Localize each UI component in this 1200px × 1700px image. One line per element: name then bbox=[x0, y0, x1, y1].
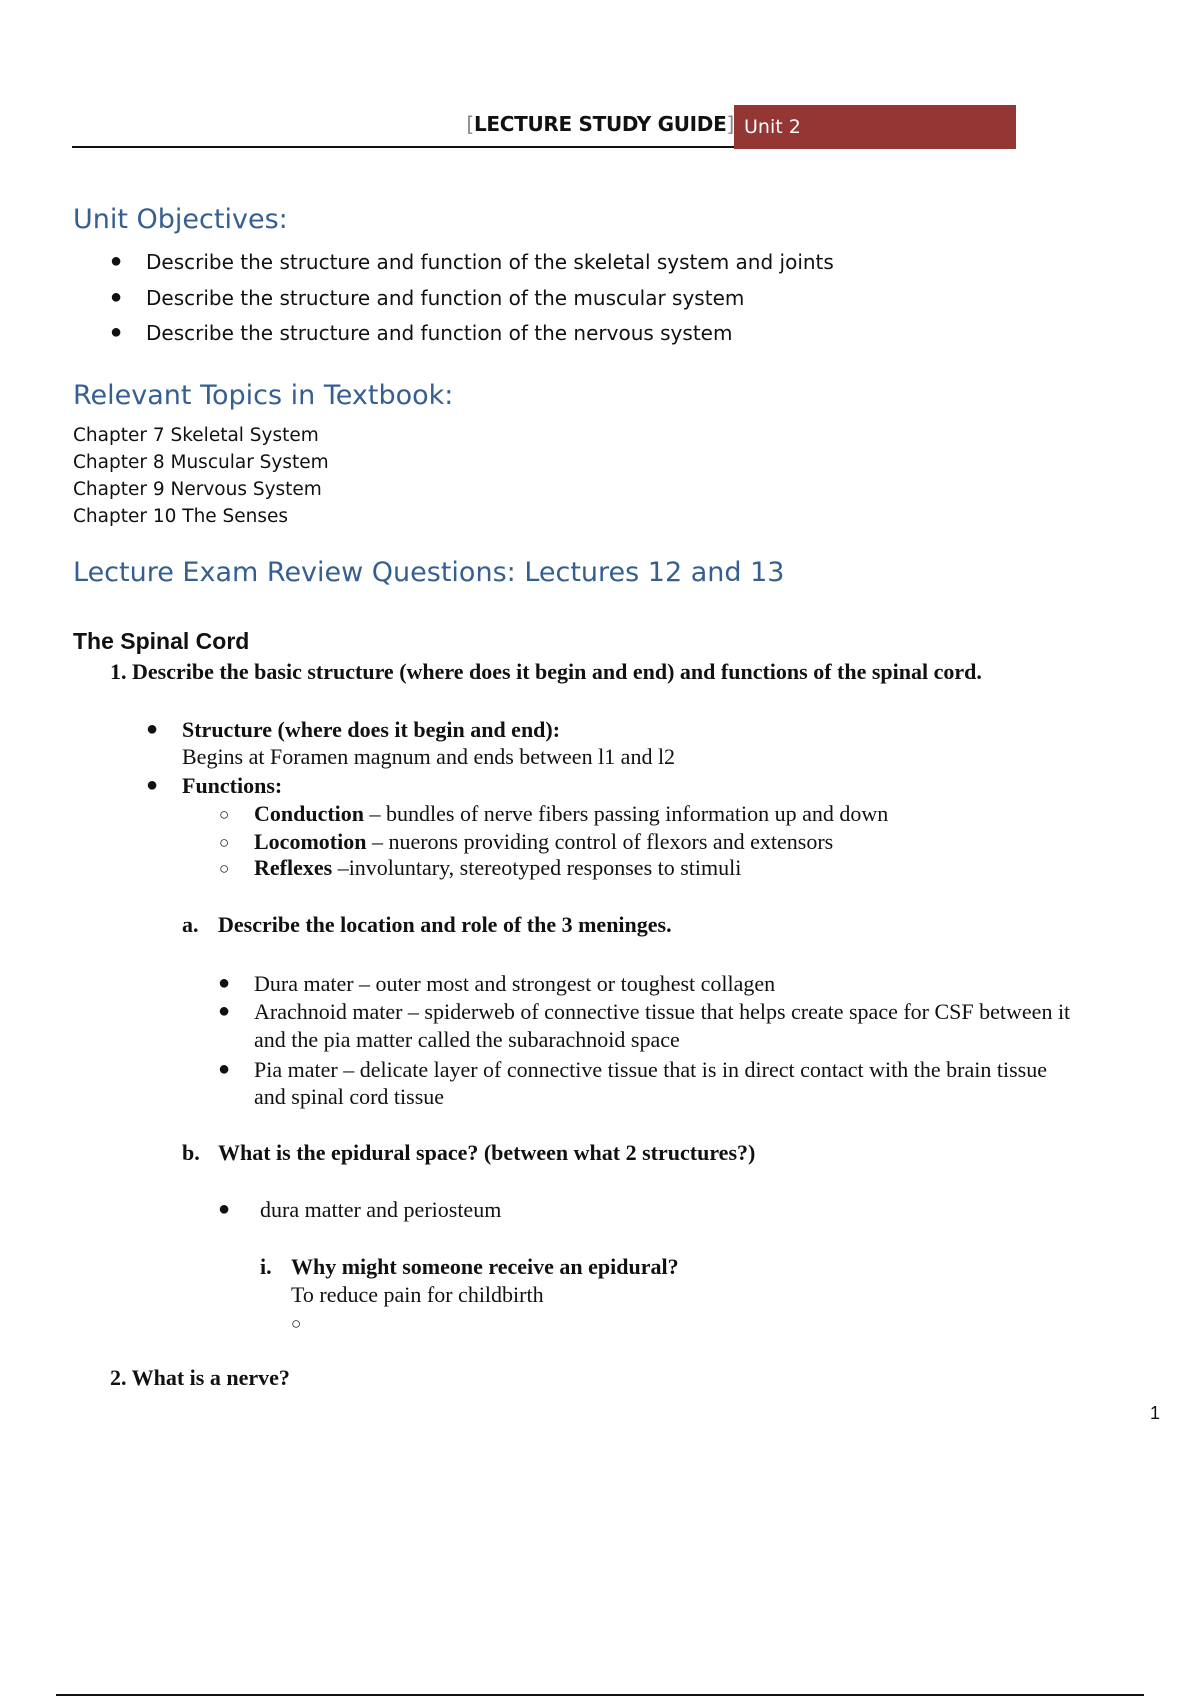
question-2: 2. What is a nerve? bbox=[110, 1365, 290, 1390]
function-desc: – nuerons providing control of flexors and extensors bbox=[366, 829, 834, 854]
review-heading: Lecture Exam Review Questions: Lectures 12 and 13 bbox=[73, 557, 785, 588]
topic-item: Chapter 10 The Senses bbox=[73, 506, 289, 527]
section-title: The Spinal Cord bbox=[73, 628, 250, 654]
circle-bullet-icon: ○ bbox=[219, 805, 230, 824]
question-b-marker: b. bbox=[182, 1140, 200, 1165]
bullet-icon: ● bbox=[218, 1198, 231, 1220]
function-desc: – bundles of nerve fibers passing information up and down bbox=[364, 801, 889, 826]
question-a: Describe the location and role of the 3 meninges. bbox=[218, 912, 672, 937]
header-title-text: LECTURE STUDY GUIDE bbox=[473, 112, 727, 136]
topic-item: Chapter 8 Muscular System bbox=[73, 452, 329, 473]
function-item bbox=[254, 801, 888, 827]
question-a-marker: a. bbox=[182, 912, 199, 937]
circle-bullet-icon: ○ bbox=[219, 859, 230, 878]
objectives-heading: Unit Objectives: bbox=[73, 204, 288, 235]
page-number: 1 bbox=[1150, 1403, 1161, 1423]
meninges-pia-cont: and spinal cord tissue bbox=[254, 1084, 445, 1109]
unit-badge: Unit 2 bbox=[734, 105, 1016, 149]
question-b-i: Why might someone receive an epidural? bbox=[291, 1254, 679, 1279]
bullet-icon: ● bbox=[146, 718, 159, 740]
circle-bullet-icon: ○ bbox=[219, 833, 230, 852]
question-b-i-marker: i. bbox=[260, 1254, 272, 1279]
question-1: 1. Describe the basic structure (where does it begin and end) and functions of the spinal cord. bbox=[110, 659, 982, 684]
objective-item: Describe the structure and function of the skeletal system and joints bbox=[146, 250, 834, 274]
bullet-icon: ● bbox=[218, 972, 231, 994]
topics-heading: Relevant Topics in Textbook: bbox=[73, 380, 454, 411]
function-term: Locomotion bbox=[254, 829, 367, 854]
function-item bbox=[254, 855, 741, 881]
meninges-dura: Dura mater – outer most and strongest or toughest collagen bbox=[254, 971, 776, 996]
header-title bbox=[466, 112, 734, 136]
bullet-icon: ● bbox=[110, 250, 123, 272]
bullet-icon: ● bbox=[218, 1000, 231, 1022]
bullet-icon: ● bbox=[110, 321, 123, 343]
bracket-open: [ bbox=[466, 112, 474, 136]
topic-item: Chapter 9 Nervous System bbox=[73, 479, 322, 500]
question-b-i-answer: To reduce pain for childbirth bbox=[291, 1282, 544, 1307]
structure-label: Structure (where does it begin and end): bbox=[182, 717, 561, 742]
objective-item: Describe the structure and function of the nervous system bbox=[146, 321, 733, 345]
circle-bullet-icon: ○ bbox=[291, 1314, 302, 1333]
bullet-icon: ● bbox=[218, 1058, 231, 1080]
bullet-icon: ● bbox=[146, 774, 159, 796]
function-desc: –involuntary, stereotyped responses to stimuli bbox=[332, 855, 742, 880]
question-b-answer: dura matter and periosteum bbox=[260, 1197, 502, 1222]
meninges-arachnoid: Arachnoid mater – spiderweb of connective tissue that helps create space for CSF between it bbox=[254, 999, 1071, 1024]
meninges-arachnoid-cont: and the pia matter called the subarachnoid space bbox=[254, 1027, 680, 1052]
topic-item: Chapter 7 Skeletal System bbox=[73, 425, 319, 446]
bullet-icon: ● bbox=[110, 286, 123, 308]
question-b: What is the epidural space? (between what 2 structures?) bbox=[218, 1140, 756, 1165]
bracket-close: ] bbox=[726, 112, 734, 136]
functions-label: Functions: bbox=[182, 773, 283, 798]
function-item bbox=[254, 829, 833, 855]
structure-answer: Begins at Foramen magnum and ends between l1 and l2 bbox=[182, 744, 676, 769]
objective-item: Describe the structure and function of the muscular system bbox=[146, 286, 745, 310]
footer-rule bbox=[56, 1694, 1144, 1696]
meninges-pia: Pia mater – delicate layer of connective tissue that is in direct contact with the brain tissue bbox=[254, 1057, 1047, 1082]
function-term: Conduction bbox=[254, 801, 365, 826]
function-term: Reflexes bbox=[254, 855, 333, 880]
header-rule bbox=[72, 146, 734, 148]
